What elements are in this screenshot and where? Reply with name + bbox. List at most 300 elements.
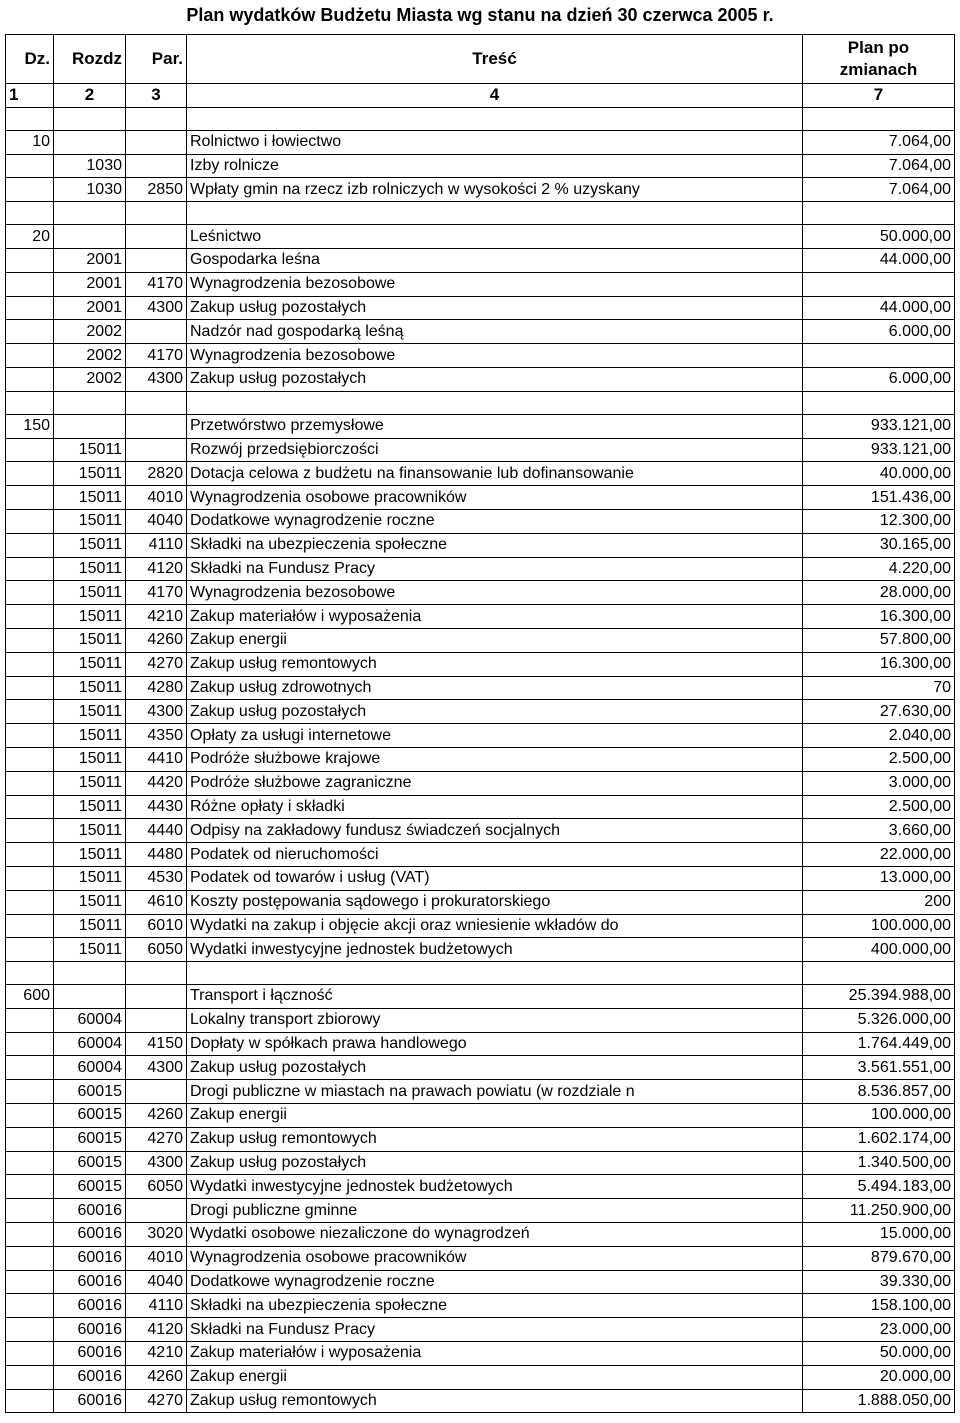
cell-rozdz [54,414,126,438]
cell-tresc: Izby rolnicze [187,154,803,178]
colnum-rozdz: 2 [54,84,126,108]
cell-rozdz: 2002 [54,320,126,344]
cell-dz [6,486,54,510]
table-row [6,320,955,344]
cell-plan [803,344,955,368]
cell-par [126,107,187,130]
cell-par: 4480 [126,843,187,867]
cell-dz [6,509,54,533]
cell-dz [6,890,54,914]
cell-tresc: Lokalny transport zbiorowy [187,1008,803,1032]
cell-plan: 16.300,00 [803,652,955,676]
cell-par [126,1199,187,1223]
cell-plan: 100.000,00 [803,914,955,938]
cell-rozdz: 15011 [54,462,126,486]
cell-dz [6,581,54,605]
cell-rozdz: 60016 [54,1223,126,1247]
cell-par [126,1008,187,1032]
cell-dz [6,843,54,867]
cell-plan: 25.394.988,00 [803,985,955,1009]
cell-dz [6,438,54,462]
cell-rozdz: 60015 [54,1080,126,1104]
cell-rozdz: 15011 [54,866,126,890]
cell-dz [6,154,54,178]
cell-dz [6,1032,54,1056]
cell-dz: 10 [6,130,54,154]
cell-tresc: Zakup usług remontowych [187,652,803,676]
table-row [6,843,955,867]
header-rozdz: Rozdz [54,35,126,84]
table-row [6,628,955,652]
table-spacer-row [6,202,955,225]
table-row [6,1032,955,1056]
cell-tresc: Zakup usług zdrowotnych [187,676,803,700]
table-row [6,985,955,1009]
cell-tresc: Zakup usług remontowych [187,1127,803,1151]
cell-tresc [187,202,803,225]
cell-rozdz [54,962,126,985]
cell-par: 4010 [126,1246,187,1270]
cell-tresc: Dotacja celowa z budżetu na finansowanie lub dofinansowanie [187,462,803,486]
cell-rozdz: 15011 [54,486,126,510]
cell-plan: 400.000,00 [803,938,955,962]
cell-dz [6,819,54,843]
cell-dz [6,795,54,819]
cell-par: 4210 [126,1342,187,1366]
cell-tresc: Drogi publiczne gminne [187,1199,803,1223]
cell-dz: 600 [6,985,54,1009]
table-row [6,178,955,202]
cell-rozdz: 15011 [54,605,126,629]
cell-tresc: Składki na Fundusz Pracy [187,557,803,581]
cell-dz [6,1270,54,1294]
colnum-tresc: 4 [187,84,803,108]
cell-plan: 30.165,00 [803,533,955,557]
cell-par: 4040 [126,1270,187,1294]
cell-rozdz: 60016 [54,1389,126,1413]
table-row [6,1056,955,1080]
cell-tresc: Dodatkowe wynagrodzenie roczne [187,509,803,533]
cell-rozdz: 1030 [54,154,126,178]
table-spacer-row [6,962,955,985]
cell-tresc: Zakup energii [187,1365,803,1389]
cell-tresc: Dodatkowe wynagrodzenie roczne [187,1270,803,1294]
table-row [6,272,955,296]
cell-rozdz: 1030 [54,178,126,202]
cell-dz [6,272,54,296]
cell-par: 4120 [126,1318,187,1342]
cell-par [126,962,187,985]
cell-par [126,130,187,154]
cell-plan: 40.000,00 [803,462,955,486]
table-row [6,652,955,676]
cell-rozdz: 15011 [54,509,126,533]
cell-dz [6,1365,54,1389]
table-row [6,130,955,154]
cell-plan [803,962,955,985]
cell-par: 4350 [126,724,187,748]
cell-par: 4260 [126,628,187,652]
cell-rozdz: 60016 [54,1199,126,1223]
table-row [6,938,955,962]
cell-rozdz: 15011 [54,724,126,748]
table-row [6,890,955,914]
cell-tresc: Wynagrodzenia bezosobowe [187,581,803,605]
cell-par: 4120 [126,557,187,581]
cell-plan: 1.602.174,00 [803,1127,955,1151]
table-row [6,676,955,700]
cell-par: 4270 [126,1389,187,1413]
cell-par: 4610 [126,890,187,914]
cell-plan [803,202,955,225]
cell-dz [6,202,54,225]
cell-rozdz: 60016 [54,1365,126,1389]
cell-plan: 6.000,00 [803,320,955,344]
cell-dz [6,1318,54,1342]
cell-tresc: Rozwój przedsiębiorczości [187,438,803,462]
cell-tresc: Zakup usług pozostałych [187,367,803,391]
table-spacer-row [6,107,955,130]
cell-rozdz: 2001 [54,272,126,296]
table-row [6,724,955,748]
cell-rozdz: 2002 [54,344,126,368]
cell-plan: 2.500,00 [803,747,955,771]
cell-plan: 879.670,00 [803,1246,955,1270]
cell-rozdz: 60004 [54,1056,126,1080]
cell-plan: 50.000,00 [803,1342,955,1366]
cell-plan: 70 [803,676,955,700]
cell-dz [6,724,54,748]
cell-tresc: Opłaty za usługi internetowe [187,724,803,748]
cell-par [126,320,187,344]
cell-dz [6,1127,54,1151]
cell-dz [6,914,54,938]
cell-rozdz: 60016 [54,1318,126,1342]
cell-tresc: Drogi publiczne w miastach na prawach powiatu (w rozdziale n [187,1080,803,1104]
table-row [6,771,955,795]
cell-plan: 44.000,00 [803,296,955,320]
cell-plan: 7.064,00 [803,178,955,202]
cell-plan: 151.436,00 [803,486,955,510]
table-row [6,367,955,391]
cell-plan: 5.494.183,00 [803,1175,955,1199]
cell-plan: 2.040,00 [803,724,955,748]
cell-tresc: Leśnictwo [187,225,803,249]
table-row [6,438,955,462]
cell-par: 4300 [126,296,187,320]
cell-dz [6,1199,54,1223]
cell-dz [6,771,54,795]
cell-par: 4420 [126,771,187,795]
cell-rozdz: 15011 [54,533,126,557]
cell-tresc: Podatek od towarów i usług (VAT) [187,866,803,890]
cell-dz [6,652,54,676]
cell-rozdz: 60015 [54,1175,126,1199]
table-row [6,1008,955,1032]
cell-rozdz: 15011 [54,438,126,462]
cell-rozdz: 15011 [54,581,126,605]
cell-par [126,225,187,249]
cell-plan: 7.064,00 [803,154,955,178]
cell-plan: 57.800,00 [803,628,955,652]
cell-dz [6,1294,54,1318]
table-row [6,1270,955,1294]
cell-plan: 7.064,00 [803,130,955,154]
table-row [6,1365,955,1389]
cell-par: 4300 [126,1151,187,1175]
cell-dz [6,1175,54,1199]
cell-dz [6,1104,54,1128]
header-dz: Dz. [6,35,54,84]
cell-plan: 23.000,00 [803,1318,955,1342]
cell-plan: 12.300,00 [803,509,955,533]
table-row [6,414,955,438]
cell-dz [6,605,54,629]
cell-par: 4170 [126,344,187,368]
colnum-dz: 1 [6,84,54,108]
table-row [6,1246,955,1270]
cell-par: 4110 [126,1294,187,1318]
budget-table-body [6,35,955,1413]
cell-par: 3020 [126,1223,187,1247]
cell-rozdz: 15011 [54,914,126,938]
cell-tresc: Wydatki na zakup i objęcie akcji oraz wniesienie wkładów do [187,914,803,938]
cell-par: 4260 [126,1365,187,1389]
cell-plan: 2.500,00 [803,795,955,819]
cell-par: 4260 [126,1104,187,1128]
cell-par: 4270 [126,652,187,676]
cell-dz [6,533,54,557]
cell-tresc: Zakup materiałów i wyposażenia [187,1342,803,1366]
cell-rozdz: 2001 [54,248,126,272]
table-row [6,1080,955,1104]
cell-dz [6,1389,54,1413]
header-plan-line2: zmianach [839,60,918,79]
cell-dz [6,962,54,985]
cell-tresc: Wynagrodzenia bezosobowe [187,272,803,296]
cell-par: 4110 [126,533,187,557]
cell-rozdz: 2001 [54,296,126,320]
cell-dz [6,320,54,344]
cell-rozdz: 60015 [54,1151,126,1175]
cell-plan: 6.000,00 [803,367,955,391]
cell-dz [6,391,54,414]
cell-tresc: Zakup usług pozostałych [187,700,803,724]
cell-rozdz: 60004 [54,1008,126,1032]
cell-par: 4410 [126,747,187,771]
cell-tresc: Wynagrodzenia bezosobowe [187,344,803,368]
cell-tresc: Wydatki inwestycyjne jednostek budżetowych [187,938,803,962]
table-row [6,700,955,724]
cell-par: 2850 [126,178,187,202]
cell-rozdz: 60004 [54,1032,126,1056]
cell-tresc: Wydatki osobowe niezaliczone do wynagrodzeń [187,1223,803,1247]
cell-par: 4430 [126,795,187,819]
table-row [6,1294,955,1318]
cell-dz [6,747,54,771]
cell-dz [6,1223,54,1247]
cell-rozdz: 2002 [54,367,126,391]
cell-plan [803,391,955,414]
table-row [6,1342,955,1366]
cell-rozdz [54,391,126,414]
cell-plan: 200 [803,890,955,914]
table-row [6,154,955,178]
cell-par: 4150 [126,1032,187,1056]
cell-par: 6050 [126,938,187,962]
cell-plan: 8.536.857,00 [803,1080,955,1104]
cell-dz [6,676,54,700]
cell-dz [6,344,54,368]
cell-rozdz: 60016 [54,1342,126,1366]
cell-plan: 15.000,00 [803,1223,955,1247]
cell-par [126,391,187,414]
cell-tresc: Rolnictwo i łowiectwo [187,130,803,154]
cell-dz [6,248,54,272]
cell-par [126,985,187,1009]
table-row [6,462,955,486]
cell-plan: 1.340.500,00 [803,1151,955,1175]
cell-tresc: Koszty postępowania sądowego i prokuratorskiego [187,890,803,914]
cell-tresc: Nadzór nad gospodarką leśną [187,320,803,344]
cell-tresc: Różne opłaty i składki [187,795,803,819]
cell-plan: 3.561.551,00 [803,1056,955,1080]
cell-dz [6,628,54,652]
table-row [6,557,955,581]
cell-rozdz: 15011 [54,747,126,771]
cell-dz [6,1080,54,1104]
cell-par: 4170 [126,272,187,296]
page-title: Plan wydatków Budżetu Miasta wg stanu na dzień 30 czerwca 2005 r. [186,5,774,25]
cell-rozdz: 15011 [54,771,126,795]
cell-tresc: Podatek od nieruchomości [187,843,803,867]
cell-tresc: Wynagrodzenia osobowe pracowników [187,1246,803,1270]
cell-rozdz [54,225,126,249]
table-row [6,819,955,843]
cell-tresc: Zakup usług pozostałych [187,296,803,320]
cell-tresc: Wydatki inwestycyjne jednostek budżetowych [187,1175,803,1199]
table-row [6,605,955,629]
cell-plan: 13.000,00 [803,866,955,890]
cell-plan: 1.888.050,00 [803,1389,955,1413]
cell-dz [6,1246,54,1270]
cell-tresc: Zakup materiałów i wyposażenia [187,605,803,629]
cell-tresc: Transport i łączność [187,985,803,1009]
cell-dz [6,1008,54,1032]
cell-plan: 28.000,00 [803,581,955,605]
cell-rozdz: 15011 [54,843,126,867]
cell-plan: 1.764.449,00 [803,1032,955,1056]
cell-dz [6,1151,54,1175]
table-row [6,296,955,320]
cell-dz [6,178,54,202]
table-row [6,1104,955,1128]
cell-tresc: Odpisy na zakładowy fundusz świadczeń socjalnych [187,819,803,843]
cell-par: 6010 [126,914,187,938]
cell-par: 4270 [126,1127,187,1151]
cell-dz [6,938,54,962]
cell-par: 4300 [126,367,187,391]
table-spacer-row [6,391,955,414]
cell-rozdz: 15011 [54,700,126,724]
cell-par: 2820 [126,462,187,486]
table-row [6,1318,955,1342]
cell-tresc: Wpłaty gmin na rzecz izb rolniczych w wysokości 2 % uzyskany [187,178,803,202]
header-par: Par. [126,35,187,84]
cell-rozdz: 60016 [54,1294,126,1318]
cell-plan: 22.000,00 [803,843,955,867]
cell-tresc: Składki na ubezpieczenia społeczne [187,1294,803,1318]
table-row [6,509,955,533]
cell-tresc: Zakup usług pozostałych [187,1151,803,1175]
cell-dz [6,462,54,486]
cell-dz: 150 [6,414,54,438]
cell-par: 4280 [126,676,187,700]
cell-tresc: Składki na Fundusz Pracy [187,1318,803,1342]
cell-par: 4210 [126,605,187,629]
cell-dz [6,557,54,581]
cell-tresc [187,391,803,414]
table-row [6,581,955,605]
cell-plan: 3.660,00 [803,819,955,843]
cell-rozdz: 60016 [54,1246,126,1270]
cell-plan: 16.300,00 [803,605,955,629]
header-plan-line1: Plan po [847,38,910,57]
colnum-plan: 7 [803,84,955,108]
cell-par: 4530 [126,866,187,890]
cell-tresc: Podróże służbowe krajowe [187,747,803,771]
header-tresc: Treść [187,35,803,84]
cell-par: 4300 [126,1056,187,1080]
table-row [6,248,955,272]
cell-plan: 933.121,00 [803,414,955,438]
table-row [6,747,955,771]
budget-table [5,34,955,1413]
cell-rozdz: 15011 [54,938,126,962]
cell-par [126,414,187,438]
cell-rozdz: 15011 [54,652,126,676]
cell-plan: 20.000,00 [803,1365,955,1389]
column-number-row [6,84,955,108]
cell-dz: 20 [6,225,54,249]
cell-rozdz: 15011 [54,676,126,700]
table-row [6,225,955,249]
cell-par [126,248,187,272]
cell-plan: 4.220,00 [803,557,955,581]
cell-par: 4010 [126,486,187,510]
cell-dz [6,1342,54,1366]
cell-par [126,154,187,178]
cell-tresc: Podróże służbowe zagraniczne [187,771,803,795]
table-row [6,1223,955,1247]
cell-rozdz [54,985,126,1009]
cell-plan: 11.250.900,00 [803,1199,955,1223]
cell-plan: 44.000,00 [803,248,955,272]
cell-tresc: Przetwórstwo przemysłowe [187,414,803,438]
table-row [6,1389,955,1413]
cell-dz [6,107,54,130]
cell-rozdz: 15011 [54,819,126,843]
header-plan [803,35,955,84]
cell-plan [803,272,955,296]
cell-rozdz: 60015 [54,1104,126,1128]
cell-rozdz: 15011 [54,890,126,914]
cell-plan: 100.000,00 [803,1104,955,1128]
cell-tresc: Zakup usług remontowych [187,1389,803,1413]
cell-plan: 39.330,00 [803,1270,955,1294]
cell-rozdz [54,202,126,225]
cell-dz [6,1056,54,1080]
